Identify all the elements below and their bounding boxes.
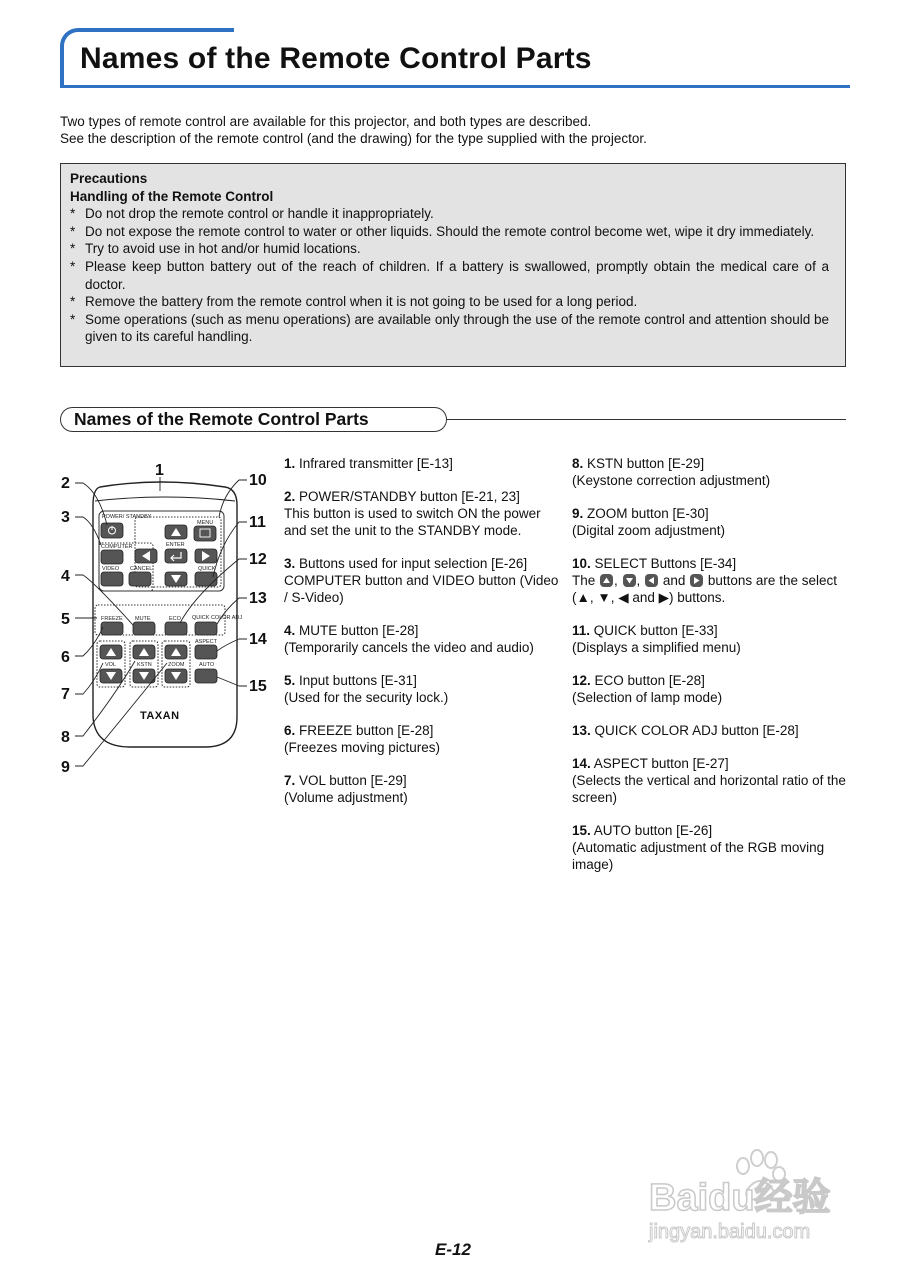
parts-column-left [284,455,559,822]
part-item: 10. SELECT Buttons [E-34] The , , and buttons are the select (▲, ▼, ◀ and ▶) buttons. [572,556,837,605]
part-item: 11. QUICK button [E-33] (Displays a simplified menu) [572,623,741,655]
part-item: 3. Buttons used for input selection [E-26] COMPUTER button and VIDEO button (Video / S-Video) [284,556,559,605]
part-item: 1. Infrared transmitter [E-13] [284,456,453,471]
callout-14: 14 [249,631,267,648]
eco-label: ECO [169,616,181,622]
part-item: 2. POWER/STANDBY button [E-21, 23] This button is used to switch ON the power and set the unit to the STANDBY mode. [284,489,541,538]
part-item: 14. ASPECT button [E-27] (Selects the vertical and horizontal ratio of the screen) [572,756,846,805]
computer-label: COMPUTER [101,544,133,550]
page-number: E-12 [435,1240,471,1259]
freeze-button [101,622,123,635]
callout-5: 5 [61,611,70,628]
part-item: 13. QUICK COLOR ADJ button [E-28] [572,723,799,738]
freeze-label: FREEZE [101,616,123,622]
precautions-heading: Precautions [70,171,148,186]
vol-label: VOL [105,662,117,668]
down-button-icon [623,574,636,587]
right-button-icon [690,574,703,587]
precautions-subheading: Handling of the Remote Control [70,188,274,204]
video-label: VIDEO [102,566,120,572]
part-item: 4. MUTE button [E-28] (Temporarily cancels the video and audio) [284,623,534,655]
callout-10: 10 [249,472,267,489]
aspect-button [195,645,217,659]
callout-15: 15 [249,678,267,695]
remote-brand-logo: TAXAN [140,710,180,722]
callout-12: 12 [249,551,267,568]
part-item: 15. AUTO button [E-26] (Automatic adjustment of the RGB moving image) [572,823,825,872]
zoom-label: ZOOM [168,662,185,668]
callout-3: 3 [61,509,70,526]
eco-button [165,622,187,635]
enter-label: ENTER [166,542,185,548]
computer-button [101,550,123,564]
menu-label: MENU [197,520,214,526]
power-label: POWER/ STANDBY [102,514,152,520]
aspect-label: ASPECT [195,639,218,645]
callout-2: 2 [61,475,70,492]
part-item: 12. ECO button [E-28] (Selection of lamp mode) [572,673,723,705]
quick-color-adj-button [195,622,217,635]
intro-line: Two types of remote control are available for this projector, and both types are described. [60,114,592,129]
watermark-url: jingyan.baidu.com [649,1221,811,1243]
part-item: 9. ZOOM button [E-30] (Digital zoom adjustment) [572,506,726,538]
callout-4: 4 [61,568,70,585]
menu-button [194,526,216,541]
precaution-item: * Please keep button battery out of the reach of children. If a battery is swallowed, promptly obtain the medical care of a doctor. [70,258,829,292]
precautions-list [70,205,829,346]
callout-7: 7 [61,686,70,703]
precaution-item: * Do not drop the remote control or handle it inappropriately. [70,206,434,222]
precautions-box [60,163,846,367]
mute-button [133,622,155,635]
intro-line: See the description of the remote control (and the drawing) for the type supplied with the projector. [60,131,647,146]
mute-label: MUTE [135,616,151,622]
kstn-label: KSTN [137,662,152,668]
section-rule [445,419,846,420]
precaution-item: * Remove the battery from the remote control when it is not going to be used for a long period. [70,294,638,310]
callout-1: 1 [155,462,164,479]
qca-label: QUICK COLOR ADJ [192,615,243,621]
precaution-item: * Try to avoid use in hot and/or humid locations. [70,241,361,257]
power-button [101,523,123,538]
callout-9: 9 [61,759,70,775]
precaution-item: * Some operations (such as menu operations) are available only through the use of the remote control and attention should be given to its careful handling. [70,311,829,345]
parts-column-right [572,455,847,889]
callout-13: 13 [249,590,267,607]
up-button-icon [600,574,613,587]
part-item: 5. Input buttons [E-31] (Used for the security lock.) [284,673,449,705]
page-title: Names of the Remote Control Parts [80,42,592,75]
callout-6: 6 [61,649,70,666]
watermark-brand: Baidu经验 [649,1177,831,1219]
precaution-item: * Do not expose the remote control to water or other liquids. Should the remote control become wet, wipe it dry immediately. [70,223,815,239]
remote-control-illustration [55,455,285,775]
part-item: 8. KSTN button [E-29] (Keystone correction adjustment) [572,456,771,488]
enter-button [165,549,187,563]
baidu-watermark [645,1140,865,1250]
cancel-button [129,572,151,586]
part-item: 7. VOL button [E-29] (Volume adjustment) [284,773,408,805]
part-item: 6. FREEZE button [E-28] (Freezes moving pictures) [284,723,441,755]
section-title: Names of the Remote Control Parts [74,409,369,429]
quick-label: QUICK [198,566,216,572]
callout-11: 11 [249,514,266,531]
left-button-icon [645,574,658,587]
auto-button [195,669,217,683]
auto-label: AUTO [199,662,215,668]
callout-8: 8 [61,729,70,746]
intro-text [60,113,850,147]
video-button [101,572,123,586]
cancel-label: CANCEL [130,566,153,572]
